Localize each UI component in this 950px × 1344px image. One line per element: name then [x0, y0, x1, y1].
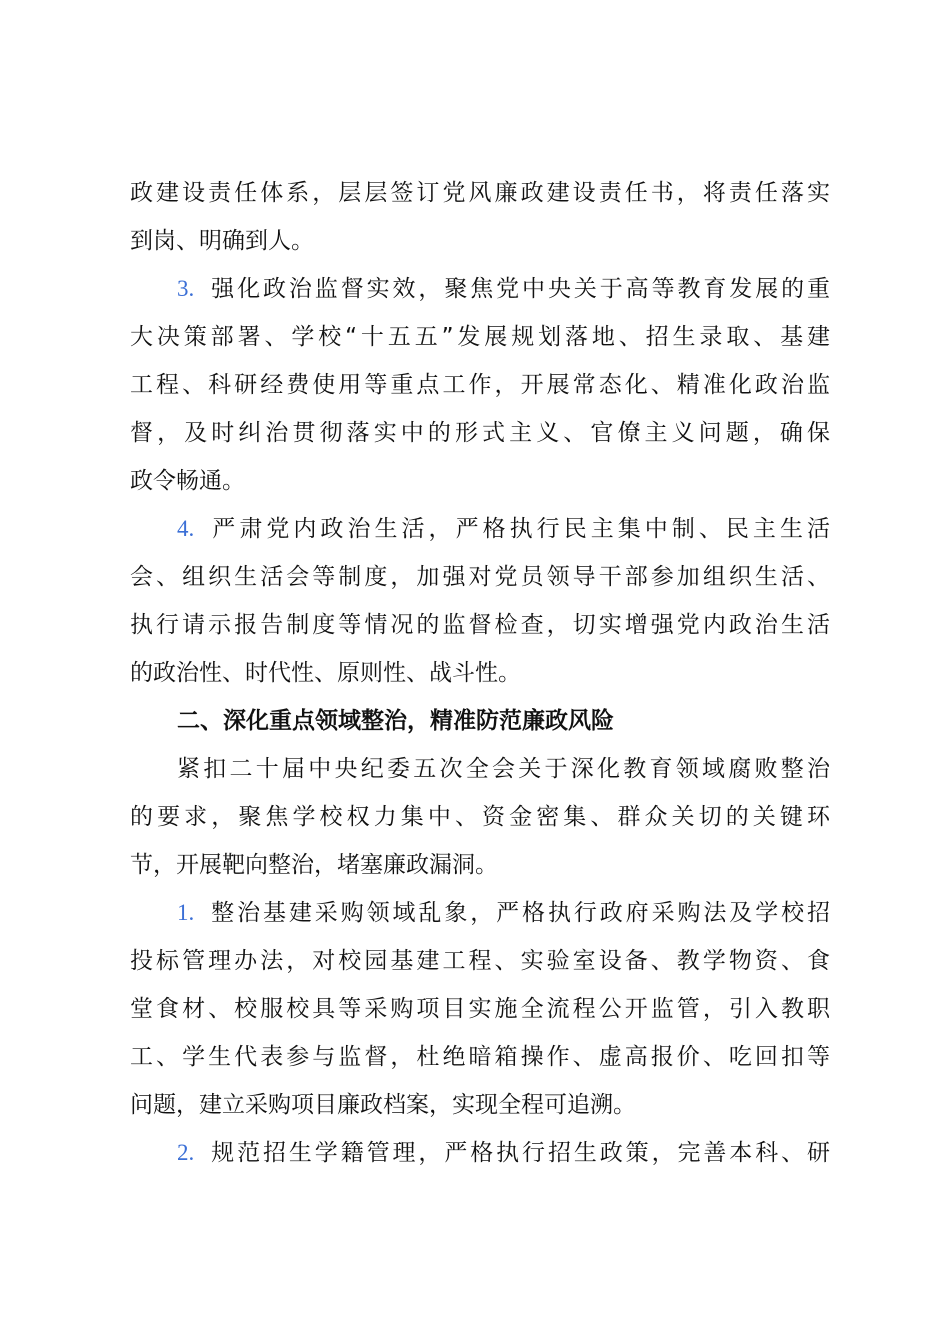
- line-text: 到岗、明确到人。: [130, 228, 314, 254]
- paragraph: [130, 1129, 830, 1177]
- list-number: 1.: [177, 900, 195, 925]
- line-text: 督，及时纠治贯彻落实中的形式主义、官僚主义问题，确保: [130, 420, 830, 446]
- text-line: [130, 793, 830, 841]
- text-line: [130, 937, 830, 985]
- text-line: [130, 409, 830, 457]
- line-text: 政建设责任体系，层层签订党风廉政建设责任书，将责任落实: [130, 180, 830, 206]
- line-text: 堂食材、校服校具等采购项目实施全流程公开监管，引入教职: [130, 996, 830, 1022]
- line-text: 整治基建采购领域乱象，严格执行政府采购法及学校招: [208, 900, 830, 926]
- line-text: 工程、科研经费使用等重点工作，开展常态化、精准化政治监: [130, 372, 830, 398]
- text-line: [130, 1081, 830, 1129]
- text-line: [130, 841, 830, 889]
- paragraph: [130, 505, 830, 697]
- paragraph: [130, 265, 830, 505]
- text-line: [130, 889, 830, 937]
- text-line: [130, 265, 830, 313]
- section-heading: [130, 697, 830, 745]
- line-text: 大决策部署、学校“十五五”发展规划落地、招生录取、基建: [130, 324, 830, 350]
- line-text: 二、深化重点领域整治，精准防范廉政风险: [177, 708, 614, 734]
- list-number: 2.: [177, 1140, 195, 1165]
- text-line: [130, 601, 830, 649]
- line-text: 节，开展靶向整治，堵塞廉政漏洞。: [130, 852, 498, 878]
- list-number: 3.: [177, 276, 195, 301]
- text-line: [130, 505, 830, 553]
- line-text: 政令畅通。: [130, 468, 245, 494]
- text-line: [130, 985, 830, 1033]
- line-text: 工、学生代表参与监督，杜绝暗箱操作、虚高报价、吃回扣等: [130, 1044, 830, 1070]
- line-text: 规范招生学籍管理，严格执行招生政策，完善本科、研: [208, 1140, 830, 1166]
- line-text: 投标管理办法，对校园基建工程、实验室设备、教学物资、食: [130, 948, 830, 974]
- line-text: 问题，建立采购项目廉政档案，实现全程可追溯。: [130, 1092, 636, 1118]
- text-line: [130, 169, 830, 217]
- text-line: [130, 313, 830, 361]
- text-line: [130, 697, 830, 745]
- list-number: 4.: [177, 516, 195, 541]
- line-text: 执行请示报告制度等情况的监督检查，切实增强党内政治生活: [130, 612, 830, 638]
- text-line: [130, 457, 830, 505]
- paragraph: [130, 745, 830, 889]
- line-text: 会、组织生活会等制度，加强对党员领导干部参加组织生活、: [130, 564, 830, 590]
- text-line: [130, 1033, 830, 1081]
- line-text: 强化政治监督实效，聚焦党中央关于高等教育发展的重: [208, 276, 830, 302]
- line-text: 的要求，聚焦学校权力集中、资金密集、群众关切的关键环: [130, 804, 830, 830]
- line-text: 紧扣二十届中央纪委五次全会关于深化教育领域腐败整治: [177, 756, 830, 782]
- paragraph: [130, 889, 830, 1129]
- text-line: [130, 1129, 830, 1177]
- text-line: [130, 553, 830, 601]
- text-line: [130, 217, 830, 265]
- line-text: 的政治性、时代性、原则性、战斗性。: [130, 660, 521, 686]
- text-line: [130, 745, 830, 793]
- line-text: 严肃党内政治生活，严格执行民主集中制、民主生活: [208, 516, 830, 542]
- text-line: [130, 649, 830, 697]
- document-page: [130, 169, 830, 1177]
- paragraph: [130, 169, 830, 265]
- text-line: [130, 361, 830, 409]
